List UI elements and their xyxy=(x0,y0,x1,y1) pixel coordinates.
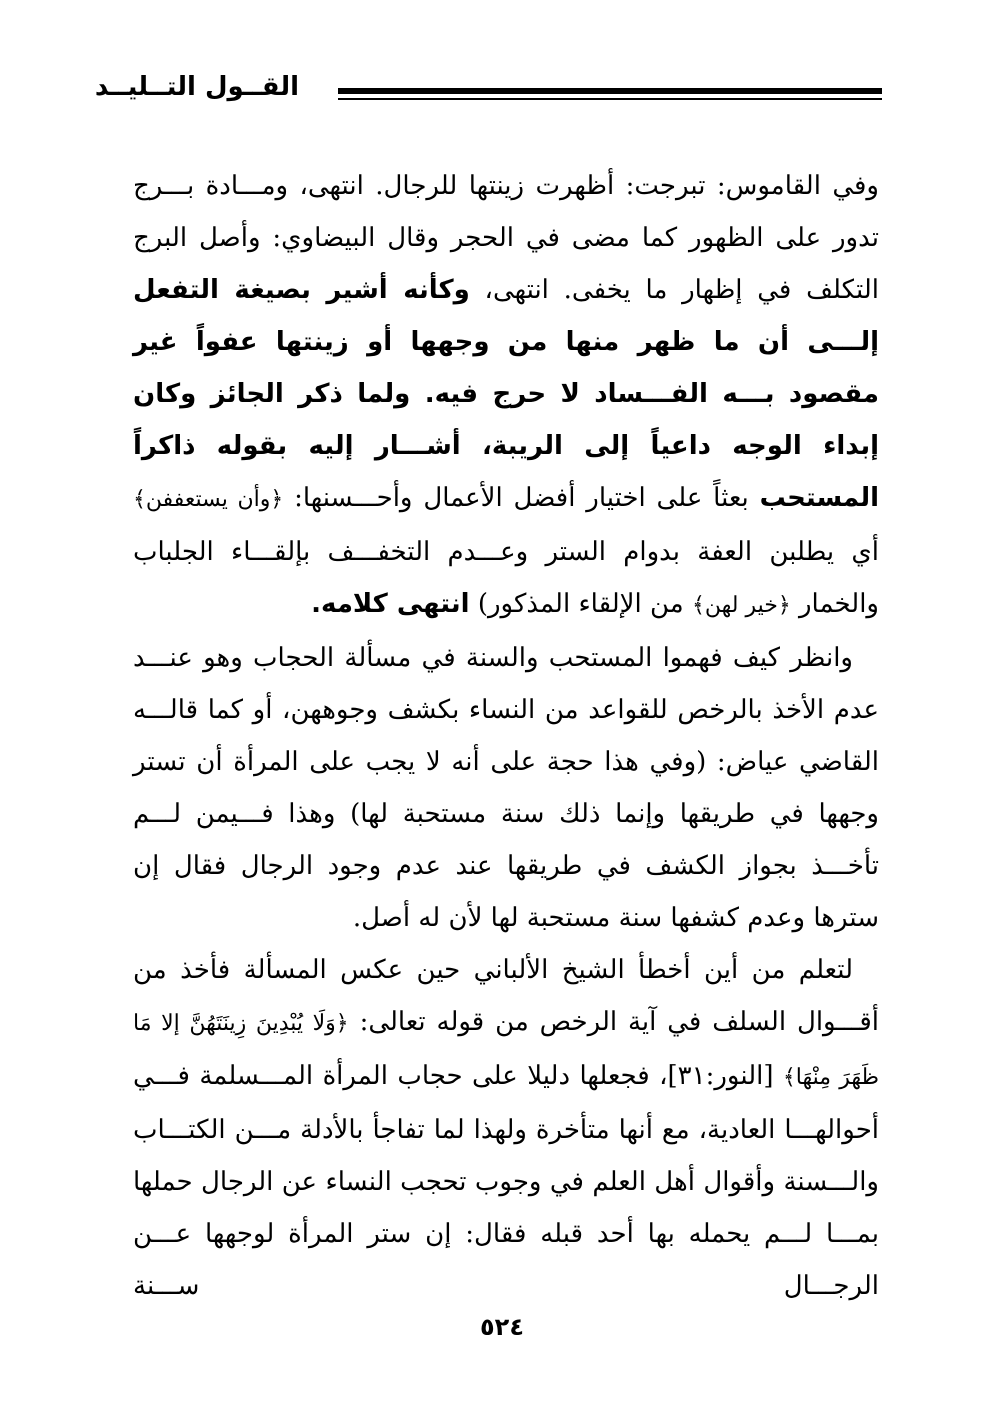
header-rule-thin xyxy=(338,98,882,100)
text-segment: بعثاً على اختيار أفضل الأعمال وأحـــسنها: xyxy=(283,483,760,513)
text-segment: وفي القاموس: تبرجت: أظهرت زينتها للرجال. انتهى، ومـــادة بـــرج تدور على الظهور كما مضى في الحجر وقال البيضاوي: وأصل البرج التكلف في إظهار ما يخفى. انتهى، xyxy=(133,171,879,305)
paragraph-qamus-quote xyxy=(133,160,879,632)
text-segment: لتعلم من أين أخطأ الشيخ الألباني حين عكس المسألة فأخذ من أقـــوال السلف في آية الرخص من قوله تعالى: xyxy=(133,955,879,1037)
paragraph-qadi-iyad: وانظر كيف فهموا المستحب والسنة في مسألة الحجاب وهو عنـــد عدم الأخذ بالرخص للقواعد من النساء بكشف وجوههن، أو كما قالـــه القاضي عياض: (وفي هذا حجة على أنه لا يجب على المرأة أن تستر وجهها في طريقها وإنما ذلك سنة مستحبة لها) وهذا فـــيمن لـــم تأخـــذ بجواز الكشف في طريقها عند عدم وجود الرجال فقال إن سترها وعدم كشفها سنة مستحبة لها لأن له أصل. xyxy=(133,643,879,933)
body-text xyxy=(133,160,879,1312)
text-segment: من الإلقاء المذكور) xyxy=(469,589,692,619)
bold-segment: انتهى كلامه. xyxy=(311,589,470,619)
text-segment: أي يطلبن العفة بدوام الستر وعـــدم التخفـــف بإلقـــاء الجلباب والخمار xyxy=(133,537,879,619)
quran-quote: ﴿خير لهن﴾ xyxy=(691,593,791,618)
quran-verse: ﴿وَلَا يُبْدِينَ زِينَتَهُنَّ إلا مَا ظَهَرَ مِنْهَا﴾ xyxy=(133,1011,879,1090)
page-number: ٥٢٤ xyxy=(480,1313,524,1341)
bold-segment: وكأنه أشير بصيغة التفعل إلـــى أن ما ظهر منها من وجهها أو زينتها عفواً غير مقصود بـــه الفـــساد لا حرج فيه. ولما ذكر الجائز وكان إبداء الوجه داعياً إلى الريبة، أشـــار إليه بقوله ذاكراً المستحب xyxy=(133,275,879,513)
text-segment: [النور:٣١]، فجعلها دليلا على حجاب المرأة المـــسلمة فـــي أحوالهـــا العادية، مع أنها متأخرة ولهذا لما تفاجأ بالأدلة مـــن الكتـــاب والـــسنة وأقوال أهل العلم في وجوب تحجب النساء عن الرجال حملها بمـــا لـــم يحمله بها أحد قبله فقال: إن ستر المرأة لوجهها عـــن الرجـــال ســـنة xyxy=(133,1061,879,1301)
paragraph-albani xyxy=(133,944,879,1312)
header-rule-thick xyxy=(338,88,882,94)
running-header-title: القــول التــليــد xyxy=(94,72,299,102)
quran-quote: ﴿وأن يستعففن﴾ xyxy=(133,487,284,512)
